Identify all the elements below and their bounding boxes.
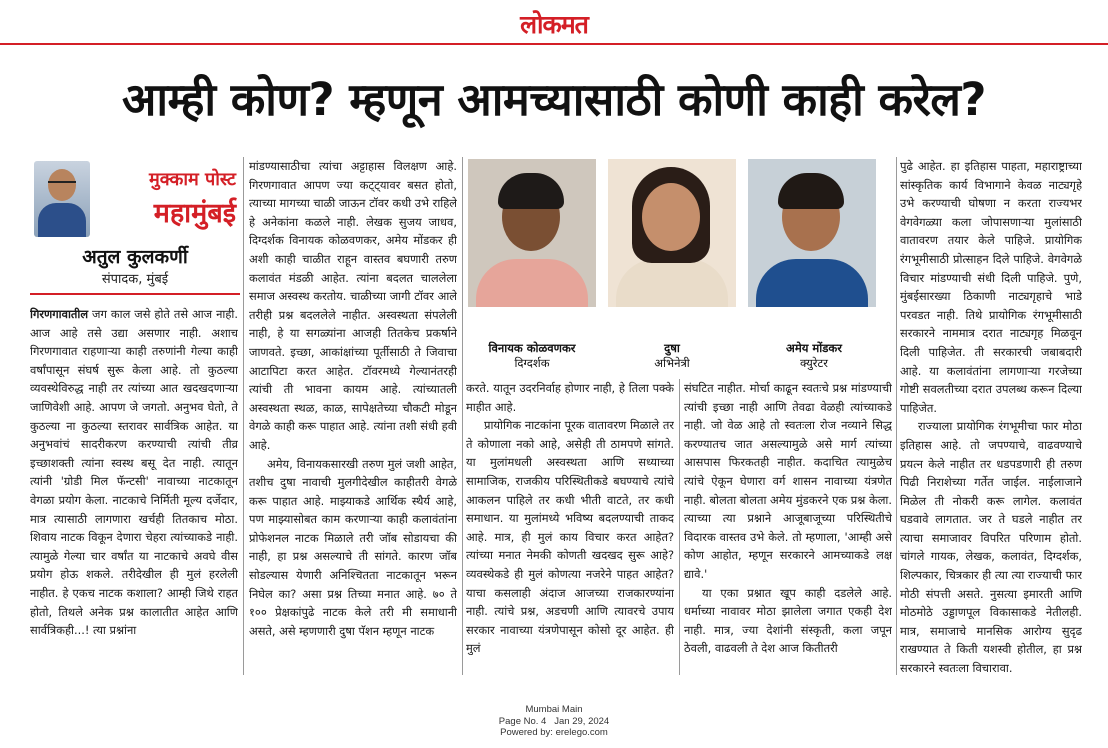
lead-word: गिरणगावातील [30,307,89,321]
paragraph: जग काल जसे होते तसे आज नाही. आज आहे तसे उद्या असणार नाही. अशाच गिरणगावात राहणाऱ्या काही तरुणांनी गेल्या काही वर्षांपासून संघर्ष सुरू केला आहे. तो कुठल्या व्यवस्थेविरुद्ध नाही तर त्यांच्या आत खदखदणाऱ्या जाणिवेशी आहे. आपण जे जगतो. अनुभव घेतो, ते कुठल्या ना कुठल्या स्तरावर सार्वत्रिक आहेत. या अनुभवांचं सादरीकरण करण्याची त्यांची तीव्र इच्छाशक्ती त्यांना स्वस्थ बसू देत नाही. त्यातून त्यांनी 'ग्रोडी मिल फॅन्टसी' नावाच्या नाटकातून वेगळा प्रयोग केला. नाटकाचे निर्मिती मूल्य दर्जेदार, मात्र त्यासाठी लागणारा खर्चही तितकाच मोठा. शिवाय नाटक विकून देणारा चेहरा त्यांच्याकडे नाही. त्यामुळे गेल्या चार वर्षांत या नाटकाचे अवघे वीस प्रयोग होऊ शकले. तरीदेखील ही मुलं हरलेली नाहीत. हे एकच नाटक कशाला? आम्ही जिथे राहत होतो, तिथले अनेक प्रश्न कालातीत आहेत आणि सार्वत्रिकही...! त्या प्रश्नांना [30,307,238,638]
article-column-2 [249,157,457,675]
paragraph: संघटित नाहीत. मोर्चा काढून स्वतःचे प्रश्न मांडण्याची त्यांची इच्छा नाही आणि तेवढा वेळही त्यांच्याकडे नाही. जो वेळ आहे तो स्वतःला रोज नव्याने सिद्ध करण्यातच जात असल्यामुळे असे मार्ग त्यांच्या आसपास फिरकतही नाहीत. कदाचित त्यामुळेच त्यांचे ऐकून घेणारा वर्ग शासन नावाच्या यंत्रणेत नाही. बोलता बोलता अमेय मुंडकरने एक प्रश्न केला. त्याच्या त्या प्रश्नाने आजूबाजूच्या परिस्थितीचे विदारक वास्तव उभे केले. तो म्हणाला, 'आम्ही असे कोण आहोत, म्हणून सरकारने आमच्याकडे लक्ष द्यावे.' [684,381,892,581]
article-column-1 [30,305,238,675]
caption-role: अभिनेत्री [654,356,690,370]
article-column-4 [684,379,892,675]
column-divider [462,157,463,675]
powered-by: Powered by: erelego.com [500,727,608,738]
author-avatar [34,161,90,237]
column-divider [679,379,680,675]
caption-role: क्युरेटर [799,356,829,370]
paragraph: राज्याला प्रायोगिक रंगभूमीचा फार मोठा इतिहास आहे. तो जपण्याचे, वाढवण्याचे प्रयत्न केले नाहीत तर धडपडणारी ही तरुण पिढी निराशेच्या गर्तेत जाईल. नाईलाजाने मिळेल ती नोकरी करू लागेल. कलावंत घडवावे लागतात. जर ते घडले नाहीत तर त्याचा समाजावर विपरित परिणाम होतो. चांगले गायक, लेखक, कलावंत, दिग्दर्शक, शिल्पकार, चित्रकार ही त्या त्या राज्याची फार मोठी संपत्ती असते. नुसत्या इमारती आणि मोठमोठे उड्डाणपूल विकासाकडे नेतीलही. मात्र, समाजाचे मानसिक आरोग्य सुदृढ राखण्यात ते किती यशस्वी होतील, हा प्रश्न सरकारने स्वतःला विचारावा. [900,419,1082,675]
page-number: Page No. 4 [498,715,547,727]
caption-name: दुषा [664,341,680,355]
article-column-5 [900,157,1082,675]
publish-date: Jan 29, 2024 [554,715,610,727]
caption-name: विनायक कोळवणकर [488,341,576,355]
paragraph: पुढे आहेत. हा इतिहास पाहता, महाराष्ट्राच्या सांस्कृतिक कार्य विभागाने केवळ नाट्यगृहे उभे करण्याची घोषणा न करता राज्यभर वेगवेगळ्या कला जोपासणाऱ्या मुलांसाठी वातावरण तयार केले पाहिजे. प्रायोगिक रंगभूमीसाठी प्रोत्साहन दिले पाहिजे. वेगवेगळे विचार मांडण्याची संधी दिली पाहिजे. पुणे, मुंबईसारख्या ठिकाणी नाट्यगृहाचे भाडे परवडत नाही. तिथे प्रायोगिक रंगभूमीसाठी सरकारने नाममात्र दरात नाट्यगृह मिळवून दिली पाहिजेत. ती सरकारची जबाबदारी आहे. या कलावंतांना लागणाऱ्या गरजेच्या गोष्टी सवलतीच्या दरात उपलब्ध करून दिल्या पाहिजेत. [900,159,1082,415]
masthead [0,0,1108,44]
column-title-line2: महामुंबई [153,198,236,229]
paragraph: या एका प्रश्नात खूप काही दडलेले आहे. धर्माच्या नावावर मोठा झालेला जगात एकही देश नाही. मात्र, ज्या देशांनी संस्कृती, कला जपून ठेवली, वाढवली ते देश आज कितीतरी [684,585,892,656]
column-divider [243,157,244,675]
photo-amey [748,159,880,307]
column-divider [896,157,897,675]
paragraph: प्रायोगिक नाटकांना पूरक वातावरण मिळाले तर ते कोणाला नको आहे, असेही ती ठामपणे सांगते. या मुलांमधली अस्वस्थता आणि सध्याच्या सामाजिक, राजकीय परिस्थितीकडे बघण्याचे त्यांचे आकलन पाहिले तर कधी भीती वाटते, तर कधी समाधान. या मुलांमध्ये भविष्य बदलण्याची ताकद आहे. मात्र, ही मुलं काय विचार करत आहेत? त्यांच्या मनात नेमकी कोणती खदखद सुरू आहे? व्यवस्थेकडे ही मुलं कोणत्या नजरेने पाहत आहेत? याचा कसलाही अंदाज आजच्या राजकारण्यांना नाही. त्यांचे प्रश्न, अडचणी आणि त्यावरचे उपाय सरकार नावाच्या यंत्रणेपासून कोसो दूर आहेत. ही मुलं [466,418,674,656]
page-footer [0,704,1108,739]
article-body [30,157,1082,675]
edition-name: Mumbai Main [525,704,583,715]
paragraph: अमेय, विनायकसारखी तरुण मुलं जशी आहेत, तशीच दुषा नावाची मुलगीदेखील काहीतरी वेगळे करू पाहात आहे. माझ्याकडे आर्थिक स्थैर्य आहे, पण माझ्यासोबत काम करणाऱ्या काही कलावंतांना प्रोफेशनल नाटक मिळाले तरी जॉब सोडायचा की नाही, हा प्रश्न असल्याचे ती सांगते. कारण जॉब सोडल्यास येणारी अनिश्चितता नाटकातून भरून निघेल का? असा प्रश्न तिच्या मनात आहे. ७० ते १०० प्रेक्षकांपुढे नाटक केले तरी मी समाधानी असते, असे म्हणणारी दुषा पॅशन म्हणून नाटक [249,456,457,638]
photo-caption [748,341,880,371]
photo-caption [608,341,736,371]
byline-box [30,157,240,303]
paragraph: मांडण्यासाठीचा त्यांचा अट्टाहास विलक्षण आहे. गिरणगावात आपण ज्या कट्ट्यावर बसत होतो, त्याच्या मागच्या चाळी जाऊन टॉवर कधी उभे राहिले हे अनेकांना कळले नाही. लेखक सुजय जाधव, दिग्दर्शक विनायक कोळवणकर, अमेय मोंडकर ही अशी काही चाळीत राहून वास्तव बघणारी तरुण कलावंत मंडळी आहेत. त्यांना बदलत चाललेला समाज अस्वस्थ करतोय. चाळीच्या जागी टॉवर आले तरीही प्रश्न बदललेले नाहीत. अस्वस्थता संपलेली नाही, हे या सगळ्यांना आजही तितकेच प्रकर्षाने जाणवते. इच्छा, आकांक्षांच्या पूर्तीसाठी ते जिवाचा आटापिटा करत आहेत. टॉवरमध्ये गेल्यानंतरही त्यांची ती भावना कायम आहे. त्यांच्यातली अस्वस्थता स्थळ, काळ, सापेक्षतेच्या चौकटी मोडून वेगळे काही करू पाहात आहे. त्यांना तशी संधी हवी आहे. [249,159,457,452]
caption-name: अमेय मोंडकर [786,341,842,355]
article-column-3 [466,379,674,675]
byline-rule [30,293,240,295]
author-title: संपादक, मुंबई [101,272,169,287]
paragraph: करते. यातून उदरनिर्वाह होणार नाही, हे तिला पक्के माहीत आहे. [466,381,674,414]
photo-dusha [608,159,736,307]
author-name: अतुल कुलकर्णी [82,246,188,268]
page-title: आम्ही कोण? म्हणून आमच्यासाठी कोणी काही करेल? [121,73,987,126]
caption-role: दिग्दर्शक [514,356,550,370]
masthead-rule [0,43,1108,45]
photo-caption [468,341,596,371]
column-title [94,167,240,237]
column-title-line1: मुक्काम पोस्ट [148,169,236,190]
photo-vinayak [468,159,596,307]
lokmat-logo: लोकमत [520,10,588,39]
